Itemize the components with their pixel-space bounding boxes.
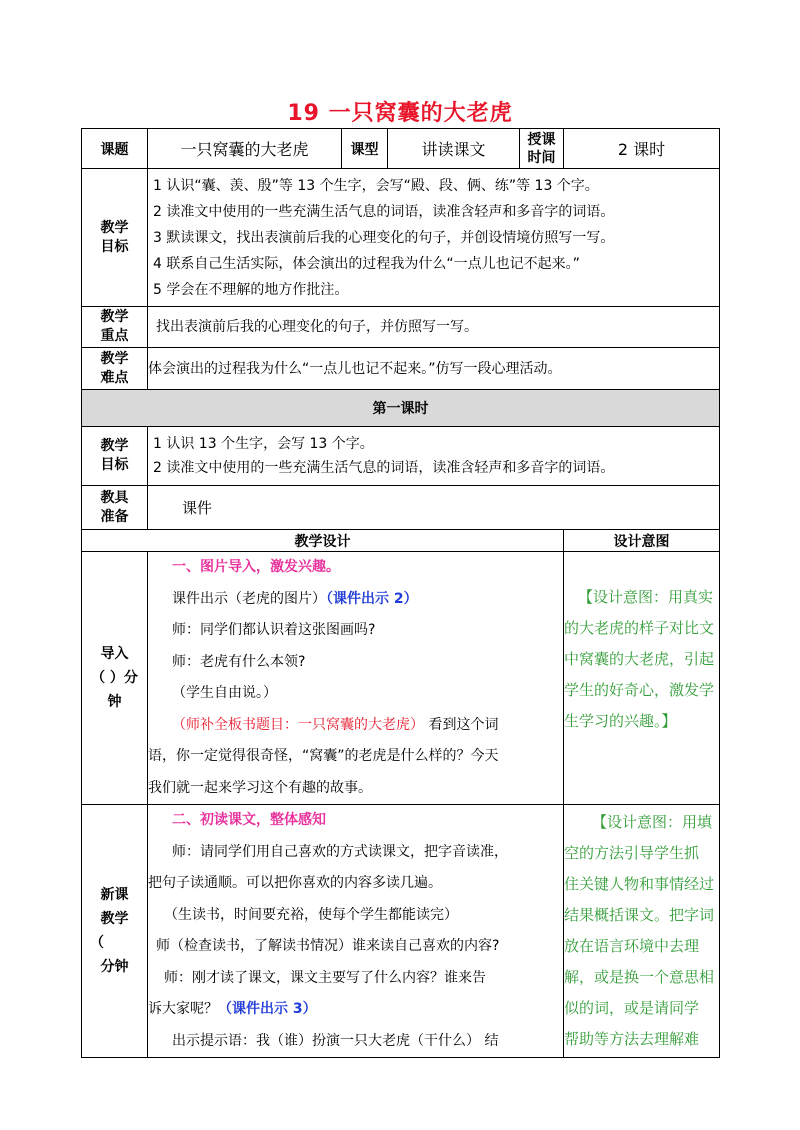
key-points-label-line-2: 重点: [100, 328, 129, 344]
goal-item: 4 联系自己生活实际，体会演出的过程我为什么“一点儿也记不起来。”: [153, 255, 580, 272]
intro-line-5-text: 看到这个词: [424, 716, 499, 733]
first-lesson-goal-item: 1 认识 13 个生字，会写 13 个字。: [153, 436, 374, 452]
difficulties-label: [82, 348, 148, 390]
intro-label: [82, 552, 148, 805]
topic-value: 一只窝囊的大老虎: [148, 129, 342, 169]
intro-content: [148, 552, 564, 805]
intro-heading: 一、图片导入，激发兴趣。: [172, 559, 340, 575]
lesson-plan-table: [81, 128, 720, 1058]
new-lesson-line-1: 师：请同学们用自己喜欢的方式读课文，把字音读准，: [172, 843, 508, 860]
intro-label-line-3: 钟: [107, 694, 122, 710]
courseware-tag: （课件出示 2）: [326, 590, 418, 607]
new-lesson-line-4: 师（检查读书，了解读书情况）谁来读自己喜欢的内容?: [156, 938, 500, 954]
topic-label: 课题: [82, 129, 148, 169]
first-lesson-goals-label-line-2: 目标: [100, 457, 129, 473]
first-lesson-goals: [148, 427, 720, 486]
intro-intent: [564, 552, 720, 805]
intent-line: 放在语言环境中去理: [564, 937, 700, 955]
new-lesson-label: [82, 805, 148, 1058]
difficulties-label-line-1: 教学: [100, 350, 129, 367]
difficulties-row: [82, 348, 720, 390]
first-lesson-goal-item: 2 读准文中使用的一些充满生活气息的词语，读准含轻声和多音字的词语。: [153, 460, 615, 476]
design-header-right: 设计意图: [564, 530, 720, 552]
intent-line: 空的方法引导学生抓: [564, 844, 700, 862]
new-lesson-line-3: （生读书，时间要充裕，使每个学生都能读完）: [164, 906, 458, 923]
tools-label-line-1: 教具: [100, 489, 129, 506]
goals-label-line-1: 教学: [100, 219, 129, 236]
goals-list: [148, 169, 720, 307]
new-lesson-heading: 二、初读课文，整体感知: [172, 812, 326, 828]
intro-line-1: [148, 584, 563, 616]
difficulties-label-line-2: 难点: [100, 369, 129, 386]
first-lesson-goals-row: [82, 427, 720, 486]
goals-row: [82, 169, 720, 307]
time-label-line-1: 授课: [527, 131, 556, 148]
tools-row: [82, 486, 720, 530]
key-points-label: [82, 307, 148, 348]
intent-line: 【设计意图：用真实: [578, 588, 714, 606]
design-header-row: [82, 530, 720, 552]
intent-line: 【设计意图：用填: [592, 813, 713, 831]
intent-line: 结果概括课文。把字词: [564, 906, 715, 924]
board-note: （师补全板书题目：一只窝囊的大老虎）: [172, 716, 424, 733]
intent-line: 学生的好奇心，激发学: [564, 681, 715, 699]
courseware-tag: （课件出示 3）: [218, 1001, 317, 1017]
intro-line-4: （学生自由说。）: [172, 685, 277, 701]
new-lesson-line-6-text: 诉大家呢？: [148, 1001, 218, 1017]
goal-item: 3 默读课文，找出表演前后我的心理变化的句子，并创设情境仿照写一写。: [153, 229, 615, 246]
goal-item: 2 读准文中使用的一些充满生活气息的词语，读准含轻声和多音字的词语。: [153, 203, 615, 220]
goals-label-line-2: 目标: [100, 238, 129, 255]
intent-line: 帮助等方法去理解难: [564, 1030, 700, 1048]
intro-row: [82, 552, 720, 805]
intent-line: 住关键人物和事情经过: [564, 875, 715, 893]
intro-line-2: 师：同学们都认识着这张图画吗?: [172, 622, 376, 638]
goal-item: 1 认识“囊、羡、殷”等 13 个生字，会写“殿、段、俩、练”等 13 个字。: [153, 177, 599, 194]
tools-label: [82, 486, 148, 530]
type-label: 课型: [342, 129, 388, 169]
time-label-line-2: 时间: [527, 149, 556, 166]
new-lesson-line-6: [148, 994, 563, 1026]
new-lesson-line-5: 师：刚才读了课文，课文主要写了什么内容？谁来告: [164, 969, 486, 986]
new-lesson-label-line-3: （: [90, 935, 104, 951]
key-points-row: [82, 307, 720, 348]
intro-line-1-text: 课件出示（老虎的图片）: [172, 590, 326, 607]
intent-line: 中窝囊的大老虎，引起: [564, 650, 715, 668]
new-lesson-content: [148, 805, 564, 1058]
header-row: [82, 129, 720, 169]
intro-label-line-2: （ ）分: [91, 670, 138, 686]
key-points-text: 找出表演前后我的心理变化的句子，并仿照写一写。: [148, 307, 720, 348]
intent-line: 的大老虎的样子对比文: [564, 619, 715, 637]
intro-line-3: 师：老虎有什么本领?: [172, 653, 306, 670]
new-lesson-line-2: 把句子读通顺。可以把你喜欢的内容多读几遍。: [148, 875, 442, 891]
first-lesson-goals-label-line-1: 教学: [100, 438, 129, 454]
intent-line: 解，或是换一个意思相: [564, 968, 715, 986]
intro-label-line-1: 导入: [100, 646, 129, 662]
goals-label: [82, 169, 148, 307]
tools-value: 课件: [148, 486, 720, 530]
first-lesson-goals-label: [82, 427, 148, 486]
first-lesson-heading: 第一课时: [82, 390, 720, 427]
new-lesson-row: [82, 805, 720, 1058]
type-value: 讲读课文: [388, 129, 520, 169]
difficulties-text: 体会演出的过程我为什么“一点儿也记不起来。”仿写一段心理活动。: [148, 348, 720, 390]
intro-line-6: 语，你一定觉得很奇怪，“窝囊”的老虎是什么样的？今天: [148, 748, 499, 764]
intro-line-5: [148, 710, 563, 742]
new-lesson-label-line-4: 分钟: [100, 959, 129, 975]
time-value: 2 课时: [564, 129, 720, 169]
goal-item: 5 学会在不理解的地方作批注。: [153, 281, 349, 298]
new-lesson-intent: [564, 805, 720, 1058]
intent-line: 生学习的兴趣。】: [564, 712, 677, 730]
new-lesson-line-7: 出示提示语：我（谁）扮演一只大老虎（干什么） 结: [172, 1032, 499, 1049]
intro-line-7: 我们就一起来学习这个有趣的故事。: [148, 779, 372, 796]
key-points-label-line-1: 教学: [100, 309, 129, 325]
new-lesson-label-line-1: 新课: [100, 887, 129, 903]
new-lesson-label-line-2: 教学: [100, 911, 129, 927]
first-lesson-heading-row: [82, 390, 720, 427]
page-title: 19 一只窝囊的大老虎: [287, 101, 513, 126]
intent-line: 似的词，或是请同学: [564, 999, 700, 1017]
time-label: [520, 129, 564, 169]
tools-label-line-2: 准备: [100, 508, 129, 525]
design-header-left: 教学设计: [82, 530, 564, 552]
